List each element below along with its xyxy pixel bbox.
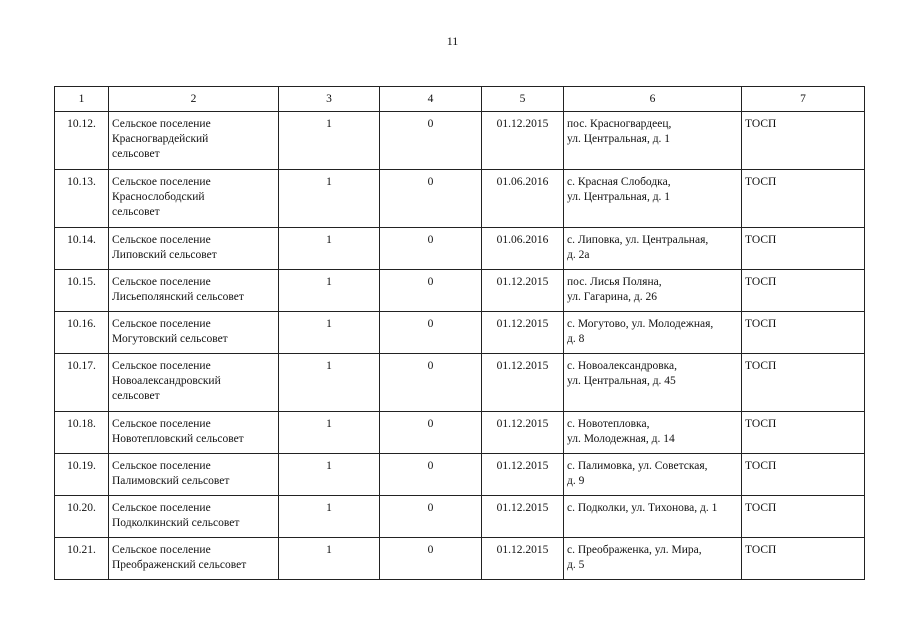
settlement-name-line: Сельское поселение bbox=[112, 118, 211, 130]
settlement-name-line: Палимовский сельсовет bbox=[112, 475, 230, 487]
settlement-name bbox=[109, 496, 279, 538]
settlement-name-line: Красногвардейский bbox=[112, 133, 209, 145]
row-number: 10.14. bbox=[55, 228, 109, 270]
col-4-value: 0 bbox=[380, 170, 482, 228]
date-value: 01.12.2015 bbox=[482, 270, 564, 312]
type-value: ТОСП bbox=[742, 170, 865, 228]
type-value: ТОСП bbox=[742, 270, 865, 312]
col-3-value: 1 bbox=[279, 538, 380, 580]
table-row bbox=[55, 454, 865, 496]
row-number: 10.19. bbox=[55, 454, 109, 496]
address bbox=[564, 454, 742, 496]
table-row bbox=[55, 270, 865, 312]
settlements-table bbox=[54, 86, 865, 580]
address-line: д. 5 bbox=[567, 559, 585, 571]
settlement-name-line: Подколкинский сельсовет bbox=[112, 517, 240, 529]
address-line: ул. Центральная, д. 1 bbox=[567, 133, 671, 145]
date-value: 01.12.2015 bbox=[482, 412, 564, 454]
col-4-value: 0 bbox=[380, 454, 482, 496]
settlement-name-line: Сельское поселение bbox=[112, 234, 211, 246]
col-3-value: 1 bbox=[279, 454, 380, 496]
table-row bbox=[55, 312, 865, 354]
type-value: ТОСП bbox=[742, 496, 865, 538]
address bbox=[564, 496, 742, 538]
address-line: пос. Лисья Поляна, bbox=[567, 276, 662, 288]
type-value: ТОСП bbox=[742, 538, 865, 580]
row-number: 10.21. bbox=[55, 538, 109, 580]
address-line: ул. Центральная, д. 1 bbox=[567, 191, 671, 203]
row-number: 10.13. bbox=[55, 170, 109, 228]
settlement-name-line: Сельское поселение bbox=[112, 544, 211, 556]
address-line: д. 8 bbox=[567, 333, 585, 345]
address-line: д. 9 bbox=[567, 475, 585, 487]
address bbox=[564, 170, 742, 228]
col-4-value: 0 bbox=[380, 354, 482, 412]
table-row bbox=[55, 412, 865, 454]
col-4-value: 0 bbox=[380, 228, 482, 270]
row-number: 10.12. bbox=[55, 112, 109, 170]
type-value: ТОСП bbox=[742, 312, 865, 354]
address-line: д. 2а bbox=[567, 249, 590, 261]
col-3-value: 1 bbox=[279, 496, 380, 538]
table-row bbox=[55, 170, 865, 228]
address bbox=[564, 354, 742, 412]
col-3-value: 1 bbox=[279, 170, 380, 228]
address-line: с. Палимовка, ул. Советская, bbox=[567, 460, 708, 472]
table-header-row bbox=[55, 87, 865, 112]
header-col-1: 1 bbox=[55, 87, 109, 112]
date-value: 01.12.2015 bbox=[482, 538, 564, 580]
header-col-4: 4 bbox=[380, 87, 482, 112]
table-row bbox=[55, 112, 865, 170]
col-4-value: 0 bbox=[380, 538, 482, 580]
settlement-name-line: Могутовский сельсовет bbox=[112, 333, 228, 345]
col-4-value: 0 bbox=[380, 270, 482, 312]
settlement-name-line: Краснослободский bbox=[112, 191, 205, 203]
settlement-name-line: Новоалександровский bbox=[112, 375, 221, 387]
header-col-3: 3 bbox=[279, 87, 380, 112]
settlement-name-line: Сельское поселение bbox=[112, 460, 211, 472]
header-col-7: 7 bbox=[742, 87, 865, 112]
settlement-name-line: Сельское поселение bbox=[112, 176, 211, 188]
row-number: 10.18. bbox=[55, 412, 109, 454]
address-line: ул. Молодежная, д. 14 bbox=[567, 433, 675, 445]
table-row bbox=[55, 228, 865, 270]
date-value: 01.12.2015 bbox=[482, 112, 564, 170]
settlement-name bbox=[109, 170, 279, 228]
date-value: 01.12.2015 bbox=[482, 454, 564, 496]
col-3-value: 1 bbox=[279, 354, 380, 412]
header-col-6: 6 bbox=[564, 87, 742, 112]
settlement-name bbox=[109, 312, 279, 354]
settlement-name bbox=[109, 454, 279, 496]
col-4-value: 0 bbox=[380, 312, 482, 354]
header-col-2: 2 bbox=[109, 87, 279, 112]
address bbox=[564, 228, 742, 270]
settlement-name-line: сельсовет bbox=[112, 206, 160, 218]
address-line: с. Могутово, ул. Молодежная, bbox=[567, 318, 714, 330]
settlement-name-line: Сельское поселение bbox=[112, 360, 211, 372]
address bbox=[564, 270, 742, 312]
settlement-name bbox=[109, 354, 279, 412]
table-row bbox=[55, 354, 865, 412]
address-line: с. Красная Слободка, bbox=[567, 176, 671, 188]
col-3-value: 1 bbox=[279, 412, 380, 454]
settlement-name-line: Сельское поселение bbox=[112, 276, 211, 288]
settlement-name-line: Сельское поселение bbox=[112, 318, 211, 330]
settlement-name-line: Преображенский сельсовет bbox=[112, 559, 247, 571]
settlement-name bbox=[109, 270, 279, 312]
address-line: с. Липовка, ул. Центральная, bbox=[567, 234, 709, 246]
address-line: пос. Красногвардеец, bbox=[567, 118, 672, 130]
settlement-name-line: Сельское поселение bbox=[112, 418, 211, 430]
col-3-value: 1 bbox=[279, 312, 380, 354]
settlement-name-line: Новотепловский сельсовет bbox=[112, 433, 244, 445]
table-row bbox=[55, 538, 865, 580]
header-col-5: 5 bbox=[482, 87, 564, 112]
settlement-name-line: Лисьеполянский сельсовет bbox=[112, 291, 244, 303]
row-number: 10.17. bbox=[55, 354, 109, 412]
settlement-name-line: Сельское поселение bbox=[112, 502, 211, 514]
date-value: 01.12.2015 bbox=[482, 354, 564, 412]
col-4-value: 0 bbox=[380, 412, 482, 454]
address-line: ул. Гагарина, д. 26 bbox=[567, 291, 658, 303]
row-number: 10.20. bbox=[55, 496, 109, 538]
col-3-value: 1 bbox=[279, 270, 380, 312]
settlement-name bbox=[109, 412, 279, 454]
table-row bbox=[55, 496, 865, 538]
type-value: ТОСП bbox=[742, 412, 865, 454]
col-3-value: 1 bbox=[279, 112, 380, 170]
row-number: 10.15. bbox=[55, 270, 109, 312]
settlement-name-line: сельсовет bbox=[112, 148, 160, 160]
page-number: 11 bbox=[446, 34, 459, 48]
table-body bbox=[55, 112, 865, 580]
type-value: ТОСП bbox=[742, 454, 865, 496]
address bbox=[564, 312, 742, 354]
address-line: ул. Центральная, д. 45 bbox=[567, 375, 676, 387]
address bbox=[564, 412, 742, 454]
address-line: с. Новоалександровка, bbox=[567, 360, 678, 372]
address bbox=[564, 112, 742, 170]
date-value: 01.12.2015 bbox=[482, 312, 564, 354]
date-value: 01.06.2016 bbox=[482, 228, 564, 270]
settlement-name-line: сельсовет bbox=[112, 390, 160, 402]
col-3-value: 1 bbox=[279, 228, 380, 270]
type-value: ТОСП bbox=[742, 112, 865, 170]
address-line: с. Новотепловка, bbox=[567, 418, 650, 430]
address-line: с. Подколки, ул. Тихонова, д. 1 bbox=[567, 502, 718, 514]
type-value: ТОСП bbox=[742, 354, 865, 412]
row-number: 10.16. bbox=[55, 312, 109, 354]
date-value: 01.12.2015 bbox=[482, 496, 564, 538]
col-4-value: 0 bbox=[380, 496, 482, 538]
settlement-name bbox=[109, 538, 279, 580]
type-value: ТОСП bbox=[742, 228, 865, 270]
settlement-name-line: Липовский сельсовет bbox=[112, 249, 217, 261]
address-line: с. Преображенка, ул. Мира, bbox=[567, 544, 702, 556]
address bbox=[564, 538, 742, 580]
col-4-value: 0 bbox=[380, 112, 482, 170]
settlement-name bbox=[109, 228, 279, 270]
date-value: 01.06.2016 bbox=[482, 170, 564, 228]
settlement-name bbox=[109, 112, 279, 170]
